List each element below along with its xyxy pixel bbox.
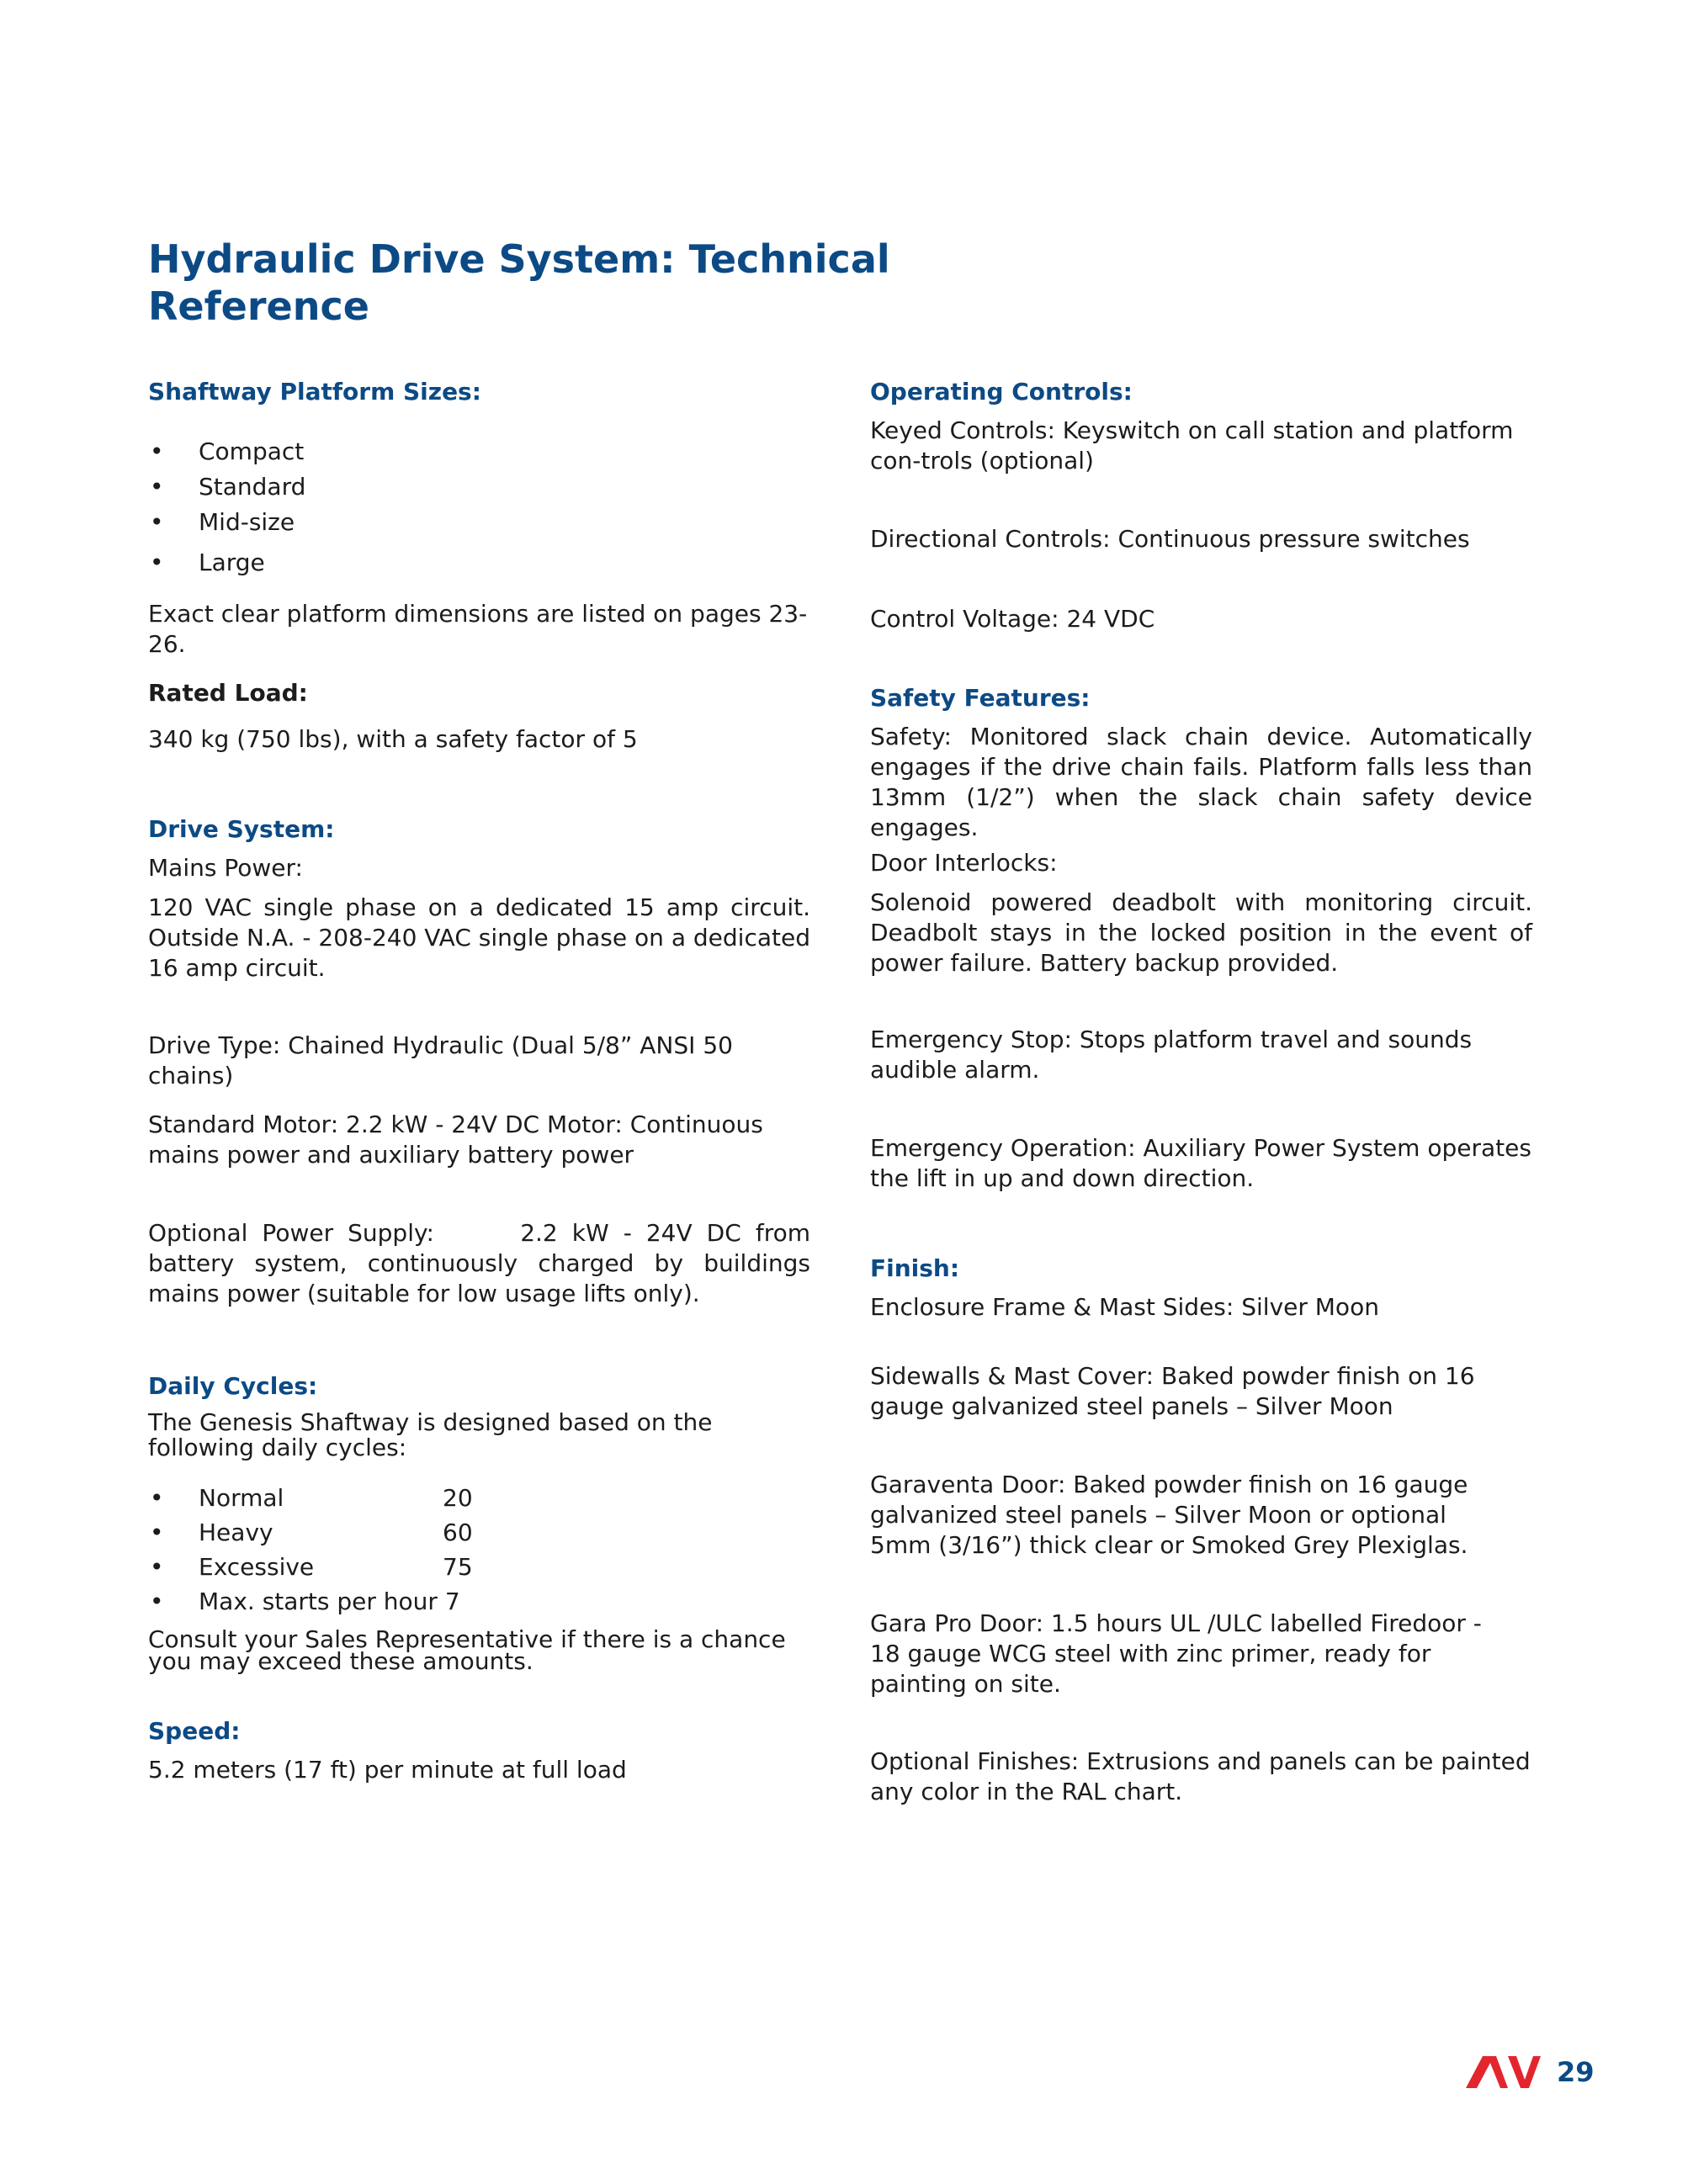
directional-controls-text: Directional Controls: Continuous pressure switches xyxy=(870,525,1470,553)
page-title: Hydraulic Drive System: Technical Reference xyxy=(148,236,890,329)
page-number: 29 xyxy=(1557,2056,1595,2088)
emergency-stop-text: Emergency Stop: Stops platform travel and sounds audible alarm. xyxy=(870,1026,1473,1084)
optional-finishes-text: Optional Finishes: Extrusions and panels can be painted any color in the RAL chart. xyxy=(870,1747,1531,1805)
garaventa-door-text: Garaventa Door: Baked powder finish on 16 gauge galvanized steel panels – Silver Moon or optional 5mm (3/16”) thick clear or Smoked Grey Plexiglas. xyxy=(870,1471,1468,1559)
list-item: • Large xyxy=(150,549,265,576)
drive-type-text: Drive Type: Chained Hydraulic (Dual 5/8” ANSI 50 chains) xyxy=(148,1031,733,1089)
platform-sizes-heading: Shaftway Platform Sizes: xyxy=(148,378,481,406)
door-interlocks-text: Solenoid powered deadbolt with monitoring circuit. Deadbolt stays in the locked position in the event of power failure. Battery backup provided. xyxy=(870,888,1532,977)
platform-sizes-list xyxy=(148,434,788,580)
daily-cycles-intro: The Genesis Shaftway is designed based on the following daily cycles: xyxy=(148,1408,713,1461)
speed-heading: Speed: xyxy=(148,1717,241,1745)
daily-cycles-list xyxy=(148,1481,788,1619)
list-item: • Heavy 60 xyxy=(150,1519,473,1546)
keyed-controls-text: Keyed Controls: Keyswitch on call station and platform con-trols (optional) xyxy=(870,416,1514,474)
daily-cycles-heading: Daily Cycles: xyxy=(148,1372,318,1400)
list-item: • Mid-size xyxy=(150,508,295,536)
safety-features-heading: Safety Features: xyxy=(870,684,1091,712)
mains-power-text: 120 VAC single phase on a dedicated 15 amp circuit. Outside N.A. - 208-240 VAC single phase on a dedicated 16 amp circuit. xyxy=(148,893,810,982)
gara-pro-door-text: Gara Pro Door: 1.5 hours UL /ULC labelled Firedoor - 18 gauge WCG steel with zinc primer, ready for painting on site. xyxy=(870,1609,1482,1698)
rated-load-text: 340 kg (750 lbs), with a safety factor of 5 xyxy=(148,725,638,753)
rated-load-heading: Rated Load: xyxy=(148,679,308,707)
safety-text: Safety: Monitored slack chain device. Automatically engages if the drive chain fails. Platform falls less than 13mm (1/2”) when the slack chain safety device engages. xyxy=(870,723,1532,841)
av-logo-icon xyxy=(1464,2053,1542,2091)
list-item: • Standard xyxy=(150,473,306,501)
list-item: • Compact xyxy=(150,437,305,465)
optional-power-text: Optional Power Supply: 2.2 kW - 24V DC from battery system, continuously charged by buildings mains power (suitable for low usage lifts only). xyxy=(148,1219,818,1307)
list-item: • Excessive 75 xyxy=(150,1553,473,1581)
enclosure-frame-text: Enclosure Frame & Mast Sides: Silver Moon xyxy=(870,1293,1379,1321)
door-interlocks-label: Door Interlocks: xyxy=(870,849,1058,877)
speed-text: 5.2 meters (17 ft) per minute at full load xyxy=(148,1756,627,1784)
emergency-operation-text: Emergency Operation: Auxiliary Power System operates the lift in up and down direction. xyxy=(870,1134,1531,1192)
list-item: • Normal 20 xyxy=(150,1484,473,1512)
finish-heading: Finish: xyxy=(870,1254,960,1282)
standard-motor-text: Standard Motor: 2.2 kW - 24V DC Motor: Continuous mains power and auxiliary battery power xyxy=(148,1111,763,1169)
list-item: • Max. starts per hour 7 xyxy=(150,1588,460,1615)
daily-cycles-note: Consult your Sales Representative if there is a chance you may exceed these amounts. xyxy=(148,1625,786,1675)
mains-power-label: Mains Power: xyxy=(148,854,303,882)
platform-dimensions-note: Exact clear platform dimensions are listed on pages 23-26. xyxy=(148,600,808,658)
control-voltage-text: Control Voltage: 24 VDC xyxy=(870,605,1155,633)
operating-controls-heading: Operating Controls: xyxy=(870,378,1133,406)
sidewalls-text: Sidewalls & Mast Cover: Baked powder finish on 16 gauge galvanized steel panels – Silver Moon xyxy=(870,1362,1475,1420)
drive-system-heading: Drive System: xyxy=(148,815,335,843)
